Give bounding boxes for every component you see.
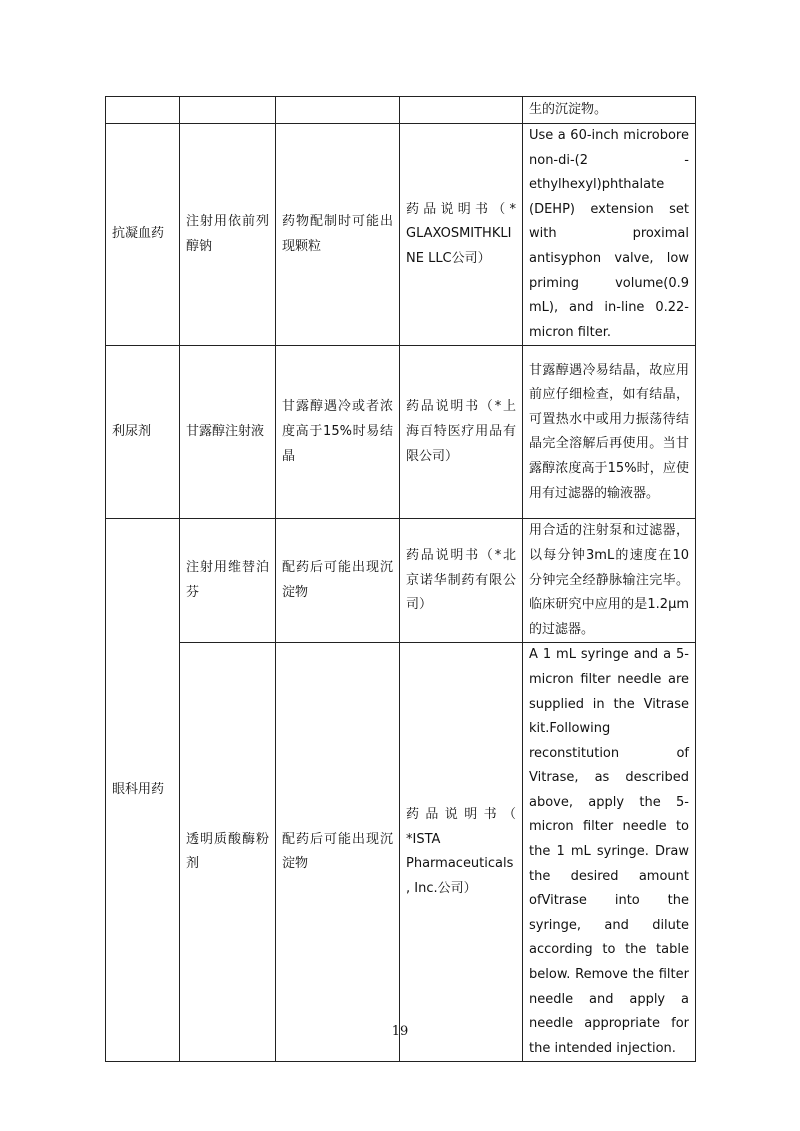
drug-cell: 注射用依前列醇钠 [180, 124, 276, 346]
table-row [106, 643, 696, 1062]
page-number: 19 [391, 1024, 409, 1039]
table-row [106, 124, 696, 346]
source-cell: 药品说明书（ *ISTA Pharmaceuticals, Inc.公司） [400, 643, 523, 1062]
note-cell: A 1 mL syringe and a 5-micron filter needle are supplied in the Vitrase kit.Following reconstitution of Vitrase, as described above, apply the 5-micron filter needle to the 1 mL syringe. Draw the desired amount ofVitrase into the syringe, and dilute according to the table below. Remove the filter needle and apply a needle appropriate for the intended injection. [523, 643, 696, 1062]
table-row [106, 97, 696, 124]
issue-cell [276, 97, 400, 124]
note-cell: Use a 60-inch microbore non-di-(2 - ethylhexyl)phthalate (DEHP) extension set with proximal antisyphon valve, low priming volume(0.9 mL), and in-line 0.22-micron filter. [523, 124, 696, 346]
note-cell: 甘露醇遇冷易结晶，故应用前应仔细检查，如有结晶，可置热水中或用力振荡待结晶完全溶解后再使用。当甘露醇浓度高于15%时，应使用有过滤器的输液器。 [523, 346, 696, 519]
drug-cell: 透明质酸酶粉剂 [180, 643, 276, 1062]
table-row [106, 346, 696, 519]
drug-cell [180, 97, 276, 124]
drug-filter-table [105, 96, 696, 1062]
source-cell [400, 97, 523, 124]
source-cell: 药品说明书（* GLAXOSMITHKLINE LLC公司） [400, 124, 523, 346]
drug-cell: 注射用维替泊芬 [180, 519, 276, 643]
issue-cell: 配药后可能出现沉淀物 [276, 519, 400, 643]
category-cell: 利尿剂 [106, 346, 180, 519]
category-cell [106, 97, 180, 124]
issue-cell: 配药后可能出现沉淀物 [276, 643, 400, 1062]
category-cell: 眼科用药 [106, 519, 180, 1062]
source-cell: 药品说明书（*上海百特医疗用品有限公司） [400, 346, 523, 519]
note-cell: 用合适的注射泵和过滤器，以每分钟3mL的速度在10分钟完全经静脉输注完毕。临床研究中应用的是1.2μm的过滤器。 [523, 519, 696, 643]
table-row [106, 519, 696, 643]
category-cell: 抗凝血药 [106, 124, 180, 346]
drug-cell: 甘露醇注射液 [180, 346, 276, 519]
source-cell: 药品说明书（*北京诺华制药有限公司） [400, 519, 523, 643]
issue-cell: 甘露醇遇冷或者浓度高于15%时易结晶 [276, 346, 400, 519]
note-cell: 生的沉淀物。 [523, 97, 696, 124]
issue-cell: 药物配制时可能出现颗粒 [276, 124, 400, 346]
